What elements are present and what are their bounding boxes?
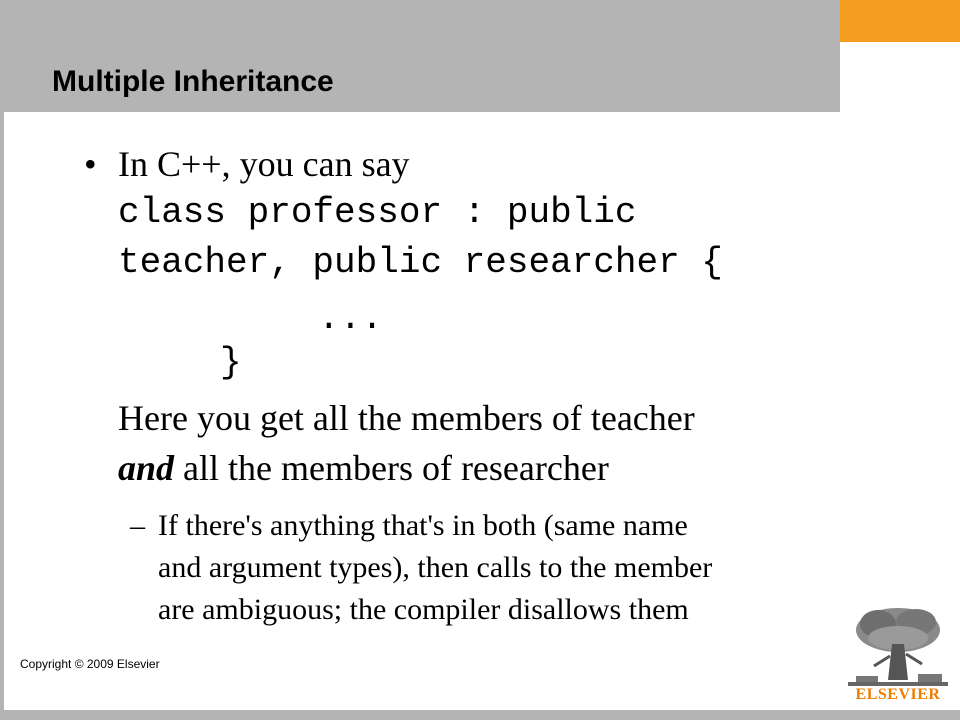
intro-text: In C++, you can say	[118, 144, 410, 184]
sub-bullet-marker: –	[130, 509, 145, 542]
elsevier-tree-icon	[848, 604, 948, 686]
code-line-4: }	[220, 342, 242, 383]
body-line-1: Here you get all the members of teacher	[118, 398, 695, 438]
copyright-notice: Copyright © 2009 Elsevier	[20, 657, 160, 671]
code-line-1: class professor : public	[118, 192, 637, 233]
sub-bullet-line-1: If there's anything that's in both (same name	[158, 509, 688, 542]
code-line-2: teacher, public researcher {	[118, 242, 723, 283]
body-line-2	[118, 446, 609, 490]
body-line-2-rest: all the members of researcher	[174, 448, 609, 488]
footer-bar	[0, 710, 960, 720]
elsevier-logo-text: ELSEVIER	[855, 686, 941, 703]
sub-bullet-line-2: and argument types), then calls to the member	[158, 551, 713, 584]
code-line-3: ...	[318, 298, 383, 339]
body-emphasis: and	[118, 448, 175, 488]
header-accent-block	[840, 0, 960, 42]
elsevier-logo	[848, 604, 948, 708]
left-border-rule	[0, 112, 4, 710]
slide-title: Multiple Inheritance	[52, 65, 334, 98]
sub-bullet-line-3: are ambiguous; the compiler disallows them	[158, 593, 689, 626]
bullet-marker: •	[84, 144, 97, 184]
